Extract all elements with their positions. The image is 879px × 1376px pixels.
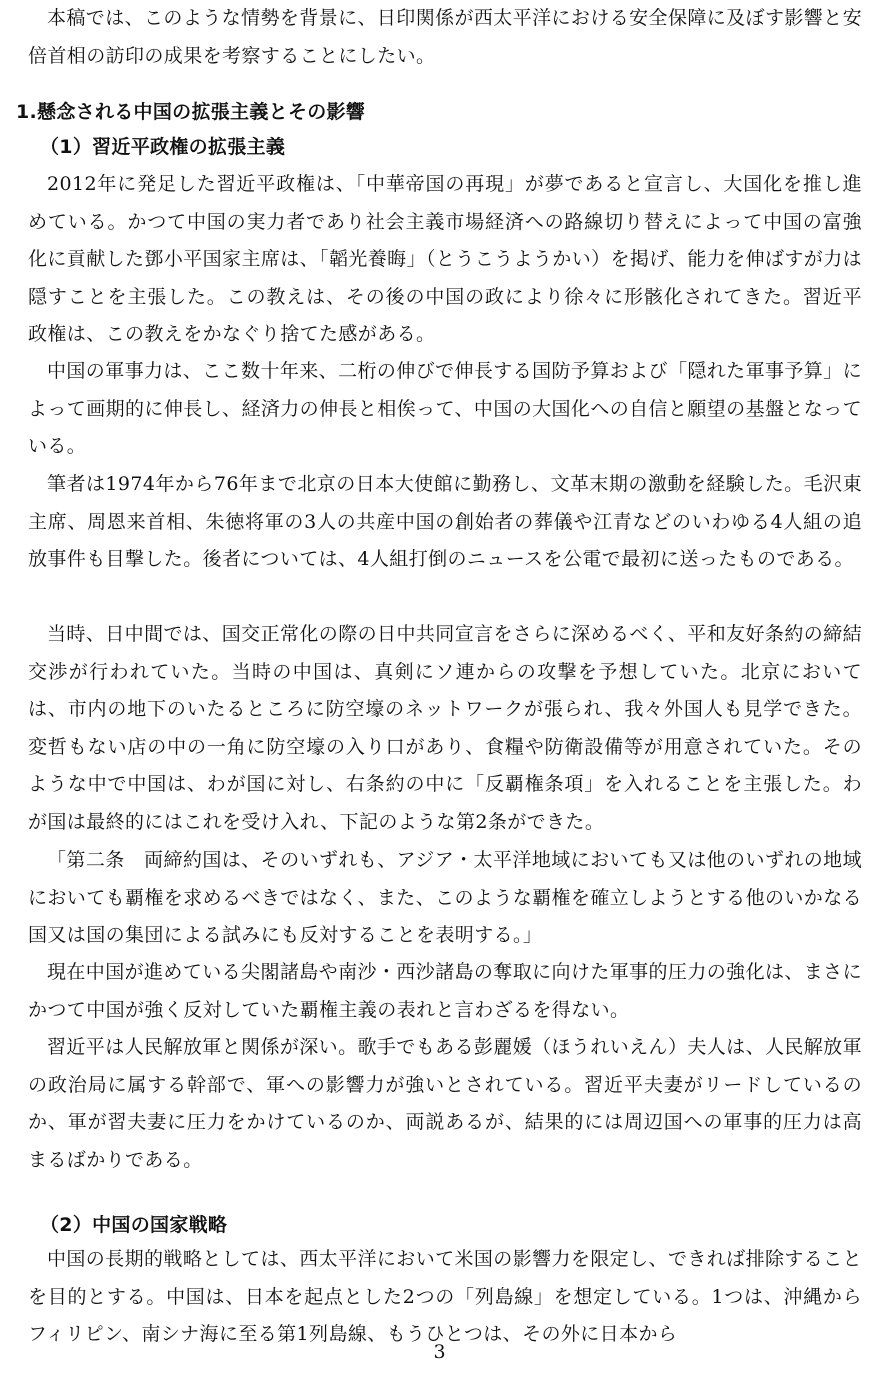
body-paragraph-6: 習近平は人民解放軍と関係が深い。歌手でもある彭麗媛（ほうれいえん）夫人は、人民解放軍の政治局に属する幹部で、軍への影響力が強いとされている。習近平夫妻がリードしているのか、軍が習夫妻に圧力をかけているのか、両説あるが、結果的には周辺国への軍事的圧力は高まるばかりである。 [28, 1036, 862, 1171]
section-heading-1: 1.懸念される中国の拡張主義とその影響 [16, 101, 366, 123]
treaty-quote: 「第二条 両締約国は、そのいずれも、アジア・太平洋地域においても又は他のいずれの地域においても覇権を求めるべきではなく、また、このような覇権を確立しようとする他のいかなる国又は国の集団による試みにも反対することを表明する。」 [28, 849, 862, 946]
body-paragraph-2: 中国の軍事力は、ここ数十年来、二桁の伸びで伸長する国防予算および「隠れた軍事予算」によって画期的に伸長し、経済力の伸長と相俟って、中国の大国化への自信と願望の基盤となっている。 [28, 360, 862, 457]
body-paragraph-3: 筆者は1974年から76年まで北京の日本大使館に勤務し、文革末期の激動を経験した。毛沢東主席、周恩来首相、朱徳将軍の3人の共産中国の創始者の葬儀や江青などのいわゆる4人組の追放事件も目撃した。後者については、4人組打倒のニュースを公電で最初に送ったものである。 [28, 473, 862, 570]
body-paragraph-4: 当時、日中間では、国交正常化の際の日中共同宣言をさらに深めるべく、平和友好条約の締結交渉が行われていた。当時の中国は、真剣にソ連からの攻撃を予想していた。北京においては、市内の地下のいたるところに防空壕のネットワークが張られ、我々外国人も見学できた。変哲もない店の中の一角に防空壕の入り口があり、食糧や防衛設備等が用意されていた。そのような中で中国は、わが国に対し、右条約の中に「反覇権条項」を入れることを主張した。わが国は最終的にはこれを受け入れ、下記のような第2条ができた。 [28, 623, 862, 833]
body-paragraph-5: 現在中国が進めている尖閣諸島や南沙・西沙諸島の奪取に向けた軍事的圧力の強化は、まさにかつて中国が強く反対していた覇権主義の表れと言わざるを得ない。 [28, 961, 862, 1021]
body-paragraph-7: 中国の長期的戦略としては、西太平洋において米国の影響力を限定し、できれば排除することを目的とする。中国は、日本を起点とした2つの「列島線」を想定している。1つは、沖縄からフィリピン、南シナ海に至る第1列島線、もうひとつは、その外に日本から [28, 1248, 862, 1345]
body-paragraph-1: 2012年に発足した習近平政権は、「中華帝国の再現」が夢であると宣言し、大国化を推し進めている。かつて中国の実力者であり社会主義市場経済への路線切り替えによって中国の富強化に貢献した鄧小平国家主席は、「韜光養晦」（とうこうようかい）を掲げ、能力を伸ばすが力は隠すことを主張した。この教えは、その後の中国の政により徐々に形骸化されてきた。習近平政権は、この教えをかなぐり捨てた感がある。 [28, 173, 862, 345]
subsection-heading-2: （2）中国の国家戦略 [40, 1214, 228, 1236]
page-number: 3 [433, 1341, 446, 1363]
subsection-heading-1: （1）習近平政権の拡張主義 [40, 136, 286, 158]
intro-paragraph: 本稿では、このような情勢を背景に、日印関係が西太平洋における安全保障に及ぼす影響と安倍首相の訪印の成果を考察することにしたい。 [28, 7, 862, 67]
